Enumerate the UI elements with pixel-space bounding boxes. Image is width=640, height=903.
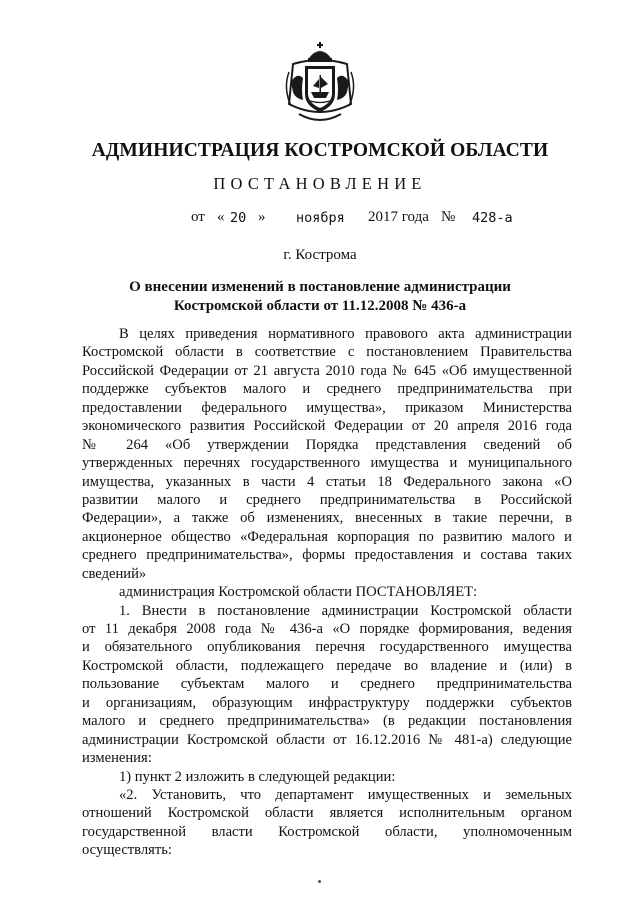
body-line: пользование субъектам малого и среднего предпринимательства (82, 676, 572, 693)
body-line: и обязательного опубликования перечня государственного имущества (82, 639, 572, 656)
body-line: от 11 декабря 2008 года № 436-а «О порядке формирования, ведения (82, 621, 572, 637)
body-line: акционерное общество «Федеральная корпорация по развитию малого и (82, 528, 572, 545)
document-type: ПОСТАНОВЛЕНИЕ (213, 174, 427, 193)
body-line: осуществлять: (82, 842, 172, 859)
document-body (82, 325, 572, 860)
date-prefix: от (191, 209, 205, 225)
subject-line: Костромской области от 11.12.2008 № 436-а (173, 298, 467, 314)
document-number: 428-а (472, 210, 513, 226)
subject-line: О внесении изменений в постановление администрации (129, 279, 511, 295)
body-line: имущества, указанных в части 4 статьи 18 Федерального закона «О (82, 473, 572, 490)
body-line: В целях приведения нормативного правового акта администрации (119, 326, 572, 342)
organization-title: АДМИНИСТРАЦИЯ КОСТРОМСКОЙ ОБЛАСТИ (91, 140, 549, 161)
body-line: Российской Федерации от 21 августа 2010 года № 645 «Об имущественной (82, 362, 572, 379)
body-line: Костромской области в соответствие с постановлением Правительства (82, 344, 572, 361)
date-number-line (0, 209, 640, 231)
body-line: изменения: (82, 750, 152, 767)
body-line: и организациям, образующим инфраструктуру поддержки субъектов (82, 694, 572, 711)
body-line: «2. Установить, что департамент имущественных и земельных (119, 786, 572, 803)
close-quote: » (258, 209, 266, 225)
body-line: среднего предпринимательства», формы предоставления и состава таких (82, 547, 572, 564)
body-line: экономического развития Российской Федерации от 20 апреля 2016 года (82, 418, 572, 435)
body-line: поддержке субъектов малого и среднего предпринимательства при (82, 381, 572, 398)
body-line: администрации Костромской области от 16.12.2016 № 481-а) следующие (82, 731, 572, 748)
body-line: отношений Костромской области является исполнительным органом (82, 805, 572, 822)
scan-speck (318, 880, 321, 883)
body-line: утвержденных перечнях государственного имущества и муниципального (82, 455, 572, 472)
date-month: ноября (296, 210, 345, 226)
body-line: № 264 «Об утверждении Порядка представления сведений об (82, 436, 572, 453)
body-line: администрация Костромской области ПОСТАНОВЛЯЕТ: (119, 584, 478, 601)
number-sign: № (441, 209, 456, 225)
document-subject (100, 278, 540, 316)
body-line: Федерации», а также об изменениях, внесенных в такие перечни, в (82, 510, 572, 527)
body-line: 1. Внести в постановление администрации Костромской области (119, 602, 572, 619)
body-line: малого и среднего предпринимательства» (в редакции постановления (82, 713, 572, 730)
coat-of-arms-emblem (281, 42, 359, 126)
body-line: развитии малого и среднего предпринимательства в Российской (82, 491, 572, 508)
date-day: 20 (230, 210, 247, 226)
body-line: Костромской области, подлежащего передаче во владение и (или) в (82, 657, 572, 674)
body-line: сведений» (82, 565, 147, 582)
body-line: государственной власти Костромской области, уполномоченным (82, 823, 572, 840)
date-year: 2017 года (368, 209, 429, 225)
body-line: 1) пункт 2 изложить в следующей редакции: (119, 768, 396, 785)
open-quote: « (217, 209, 225, 225)
body-line: предоставлении федерального имущества», приказом Министерства (82, 399, 572, 416)
city-line: г. Кострома (283, 247, 357, 263)
